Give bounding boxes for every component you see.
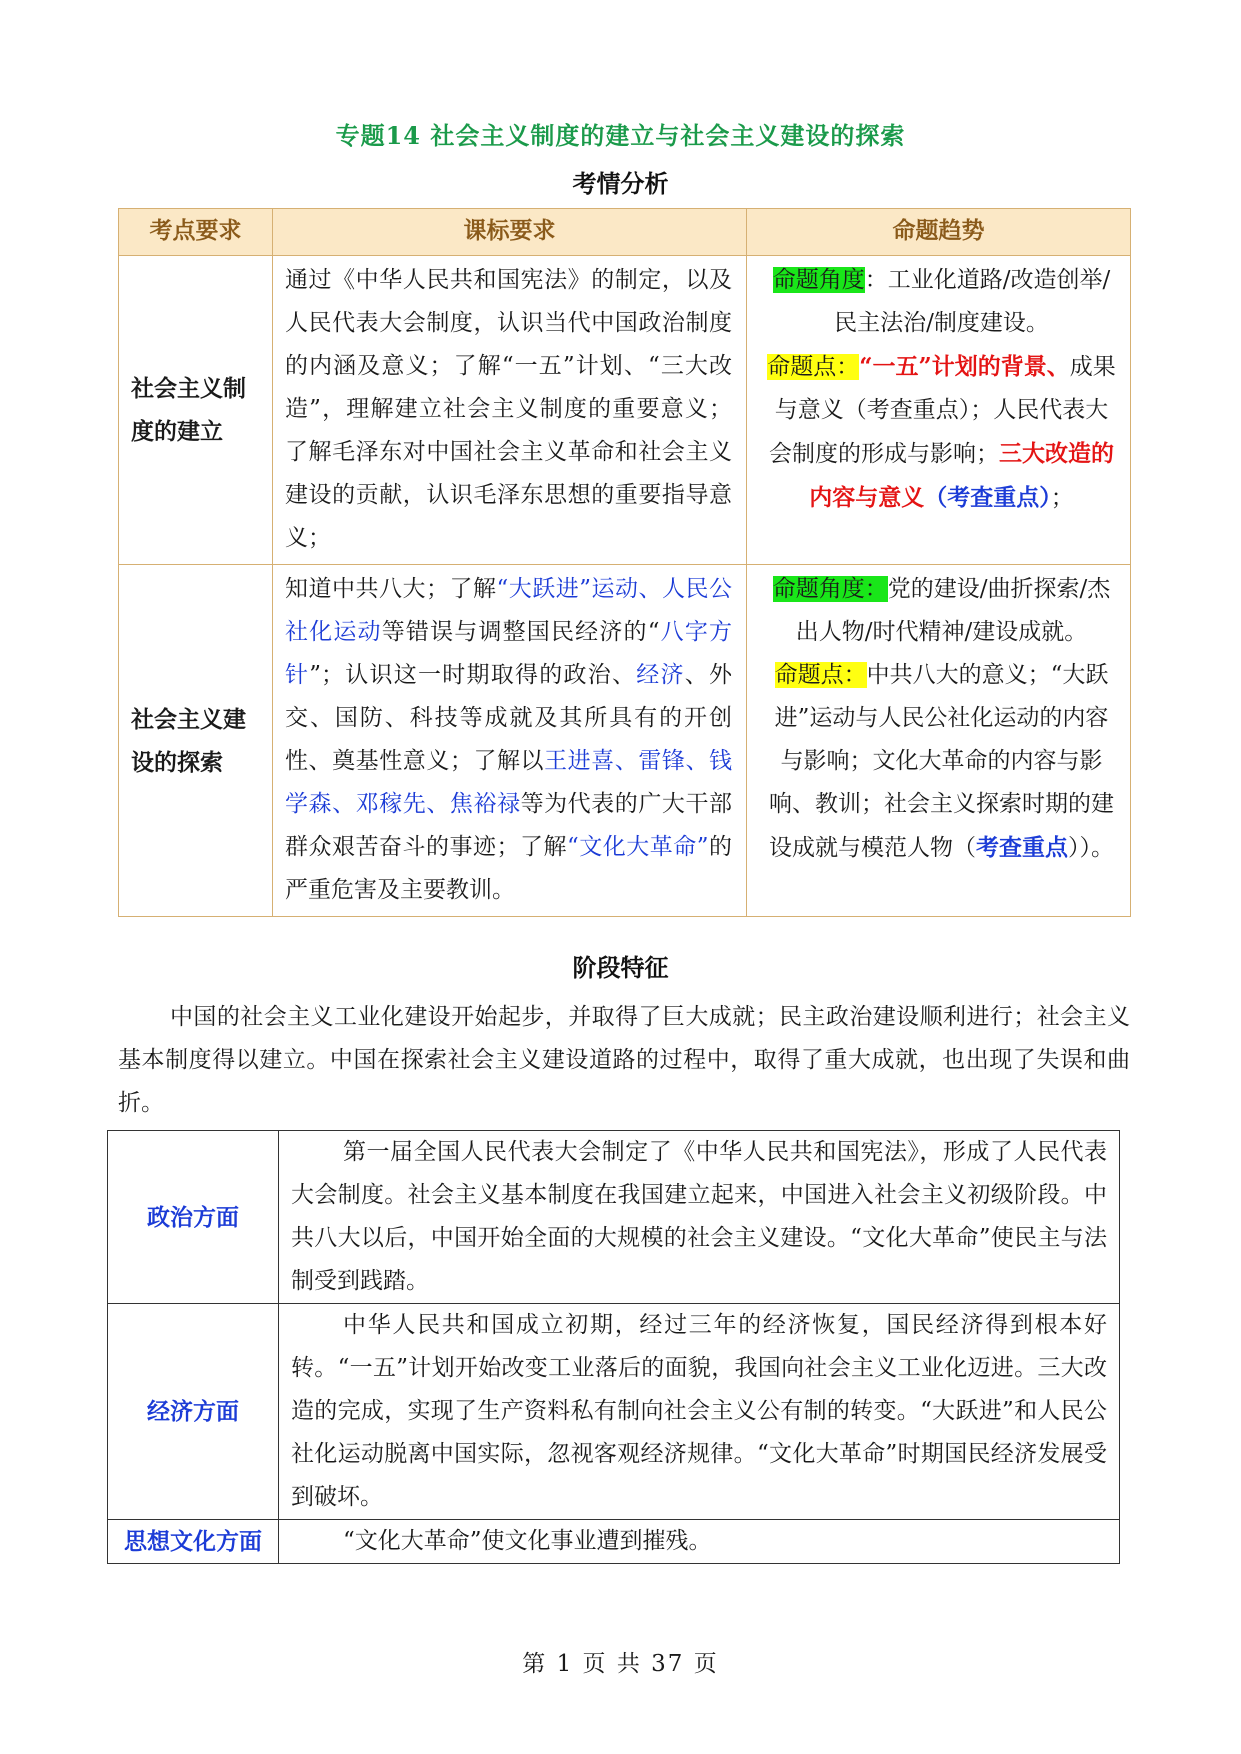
std-text: 等为代表的广大干部群众艰苦奋斗的事迹；了解 — [285, 791, 733, 860]
point-highlight-red: 三大改造的内容与意义 — [809, 440, 1114, 511]
header-trend: 命题趋势 — [747, 209, 1131, 256]
table-row — [108, 1304, 1120, 1520]
aspect-label: 政治方面 — [108, 1131, 279, 1304]
stage-intro-paragraph: 中国的社会主义工业化建设开始起步，并取得了巨大成就；民主政治建设顺利进行；社会主义基本制度得以建立。中国在探索社会主义建设道路的过程中，取得了重大成就，也出现了失误和曲折。 — [118, 1004, 1130, 1116]
angle-label: 命题角度 — [772, 267, 865, 293]
exam-point-cell: 社会主义制度的建立 — [119, 256, 273, 565]
point-label: 命题点： — [774, 662, 867, 688]
table-row — [119, 565, 1131, 917]
key-point-tag: （考查重点） — [924, 484, 1051, 511]
aspect-description: “文化大革命”使文化事业遭到摧残。 — [279, 1520, 1120, 1564]
table-row — [108, 1520, 1120, 1564]
key-point-tag: 考查重点 — [976, 834, 1068, 861]
section-heading-stage: 阶段特征 — [572, 953, 669, 982]
aspect-description: 中华人民共和国成立初期，经过三年的经济恢复，国民经济得到根本好转。“一五”计划开始改变工业落后的面貌，我国向社会主义工业化迈进。三大改造的完成，实现了生产资料私有制向社会主义公有制的转变。“大跃进”和人民公社化运动脱离中国实际，忽视客观经济规律。“文化大革命”时期国民经济发展受到破坏。 — [279, 1304, 1120, 1520]
trend-cell — [747, 565, 1131, 917]
std-keyword: 王进喜、雷锋、钱学森、邓稼先、焦裕禄 — [285, 748, 733, 817]
std-keyword: “大跃进”运动、人民公社化运动 — [285, 576, 733, 645]
aspect-label: 思想文化方面 — [108, 1520, 279, 1564]
point-text: 成果与意义（考查重点）；人民代表大会制度的形成与影响； — [769, 354, 1116, 467]
aspect-label: 经济方面 — [108, 1304, 279, 1520]
standard-cell — [273, 565, 747, 917]
header-exam-point: 考点要求 — [119, 209, 273, 256]
aspect-description: 第一届全国人民代表大会制定了《中华人民共和国宪法》，形成了人民代表大会制度。社会主义基本制度在我国建立起来，中国进入社会主义初级阶段。中共八大以后，中国开始全面的大规模的社会主义建设。“文化大革命”使民主与法制受到践踏。 — [279, 1131, 1120, 1304]
point-end: ； — [1050, 485, 1074, 511]
std-text: ”；认识这一时期取得的政治、 — [309, 662, 637, 688]
std-text: 的严重危害及主要教训。 — [285, 834, 732, 903]
header-curriculum-standard: 课标要求 — [273, 209, 747, 256]
std-text: 、外交、国防、科技等成就及其所具有的开创性、奠基性意义；了解以 — [285, 662, 732, 774]
point-end: ））。 — [1068, 835, 1114, 861]
point-highlight-red: “一五”计划的背景、 — [859, 353, 1070, 380]
section-heading-analysis: 考情分析 — [572, 169, 669, 198]
standard-cell: 通过《中华人民共和国宪法》的制定，以及人民代表大会制度，认识当代中国政治制度的内涵及意义；了解“一五”计划、“三大改造”，理解建立社会主义制度的重要意义；了解毛泽东对中国社会主义革命和社会主义建设的贡献，认识毛泽东思想的重要指导意义； — [273, 256, 747, 565]
angle-label: 命题角度： — [772, 576, 888, 602]
exam-analysis-table — [118, 208, 1131, 917]
table-row — [108, 1131, 1120, 1304]
table-row — [119, 256, 1131, 565]
angle-text: 党的建设/曲折探索/杰出人物/时代精神/建设成就。 — [795, 576, 1111, 645]
trend-cell — [747, 256, 1131, 565]
stage-feature-table — [107, 1130, 1120, 1564]
angle-text: ：工业化道路/改造创举/民主法治/制度建设。 — [834, 267, 1111, 336]
page-title: 专题14 社会主义制度的建立与社会主义建设的探索 — [335, 121, 906, 150]
table-header-row — [119, 209, 1131, 256]
std-text: 等错误与调整国民经济的“ — [381, 619, 660, 645]
std-keyword: 八字方针 — [285, 619, 733, 688]
point-text: 中共八大的意义；“大跃进”运动与人民公社化运动的内容与影响；文化大革命的内容与影响、教训；社会主义探索时期的建设成就与模范人物（ — [769, 662, 1114, 861]
point-label: 命题点： — [767, 354, 860, 380]
std-keyword: “文化大革命” — [566, 834, 709, 860]
std-text: 知道中共八大；了解 — [285, 576, 497, 602]
exam-point-cell: 社会主义建设的探索 — [119, 565, 273, 917]
page-footer: 第 1 页 共 37 页 — [522, 1651, 719, 1677]
std-keyword: 经济 — [636, 662, 685, 688]
